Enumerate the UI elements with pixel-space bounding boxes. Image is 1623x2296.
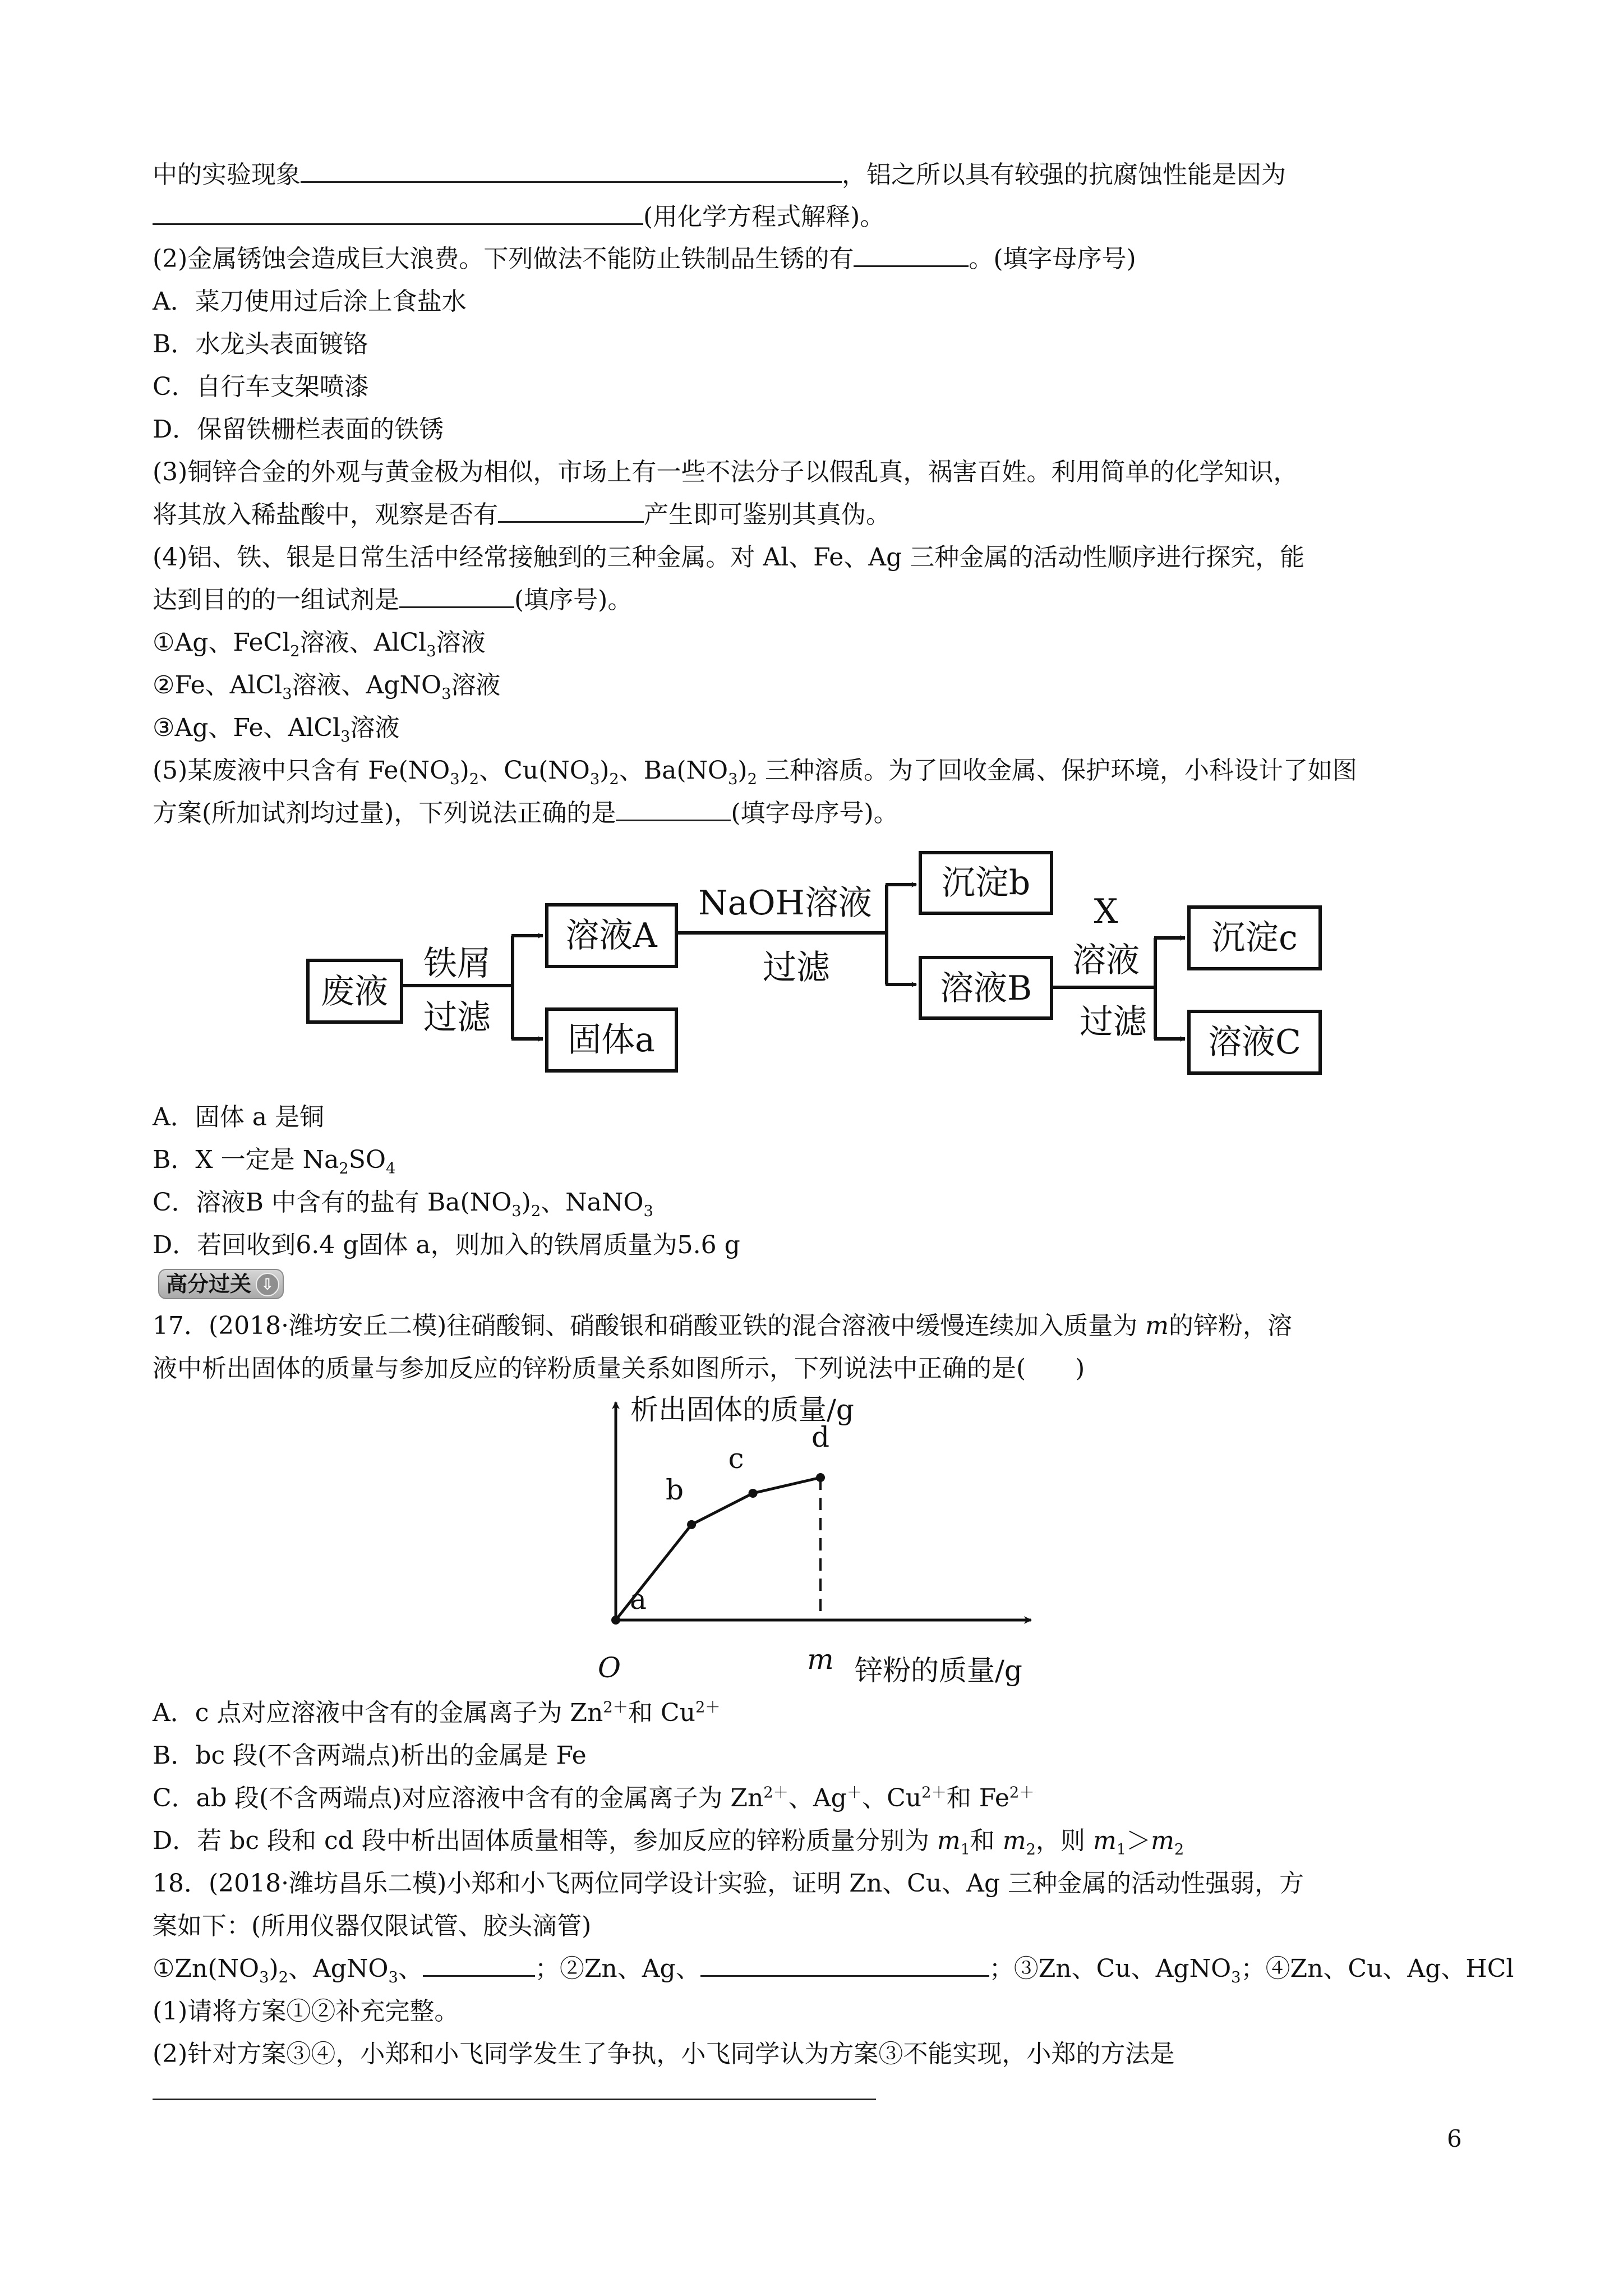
superscript: 2＋: [921, 1784, 947, 1802]
stem-text: 17．(2018·潍坊安丘二模)往硝酸铜、硝酸银和硝酸亚铁的混合溶液中缓慢连续加入质量为: [153, 1312, 1146, 1340]
q17-option-b: B．bc 段(不含两端点)析出的金属是 Fe: [153, 1741, 587, 1770]
subscript: 2: [747, 770, 757, 788]
option-text: 溶液: [350, 714, 400, 742]
subscript: 3: [388, 1968, 398, 1986]
q16-line2-text: (用化学方程式解释)。: [643, 203, 885, 231]
q16-part4-line2-text-2: (填序号)。: [514, 586, 633, 614]
option-text: 溶液: [451, 671, 501, 700]
q16-part2-option-a: A．菜刀使用过后涂上食盐水: [153, 287, 467, 316]
stem-text: 、Ba(NO: [619, 756, 728, 785]
q16-part2-stem-text-2: 。(填字母序号): [969, 245, 1136, 273]
q18-schemes: [153, 1952, 1514, 1986]
step1-reagent-label: 铁屑: [423, 944, 491, 983]
q17-option-c: [153, 1782, 1035, 1815]
option-text: 和: [970, 1826, 1003, 1855]
answer-blank-scheme1[interactable]: [423, 1953, 535, 1977]
arrow-down-circle-icon: ⇩: [256, 1273, 279, 1296]
stem-text: 三种溶质。为了回收金属、保护环境，小科设计了如图: [757, 756, 1357, 785]
option-text: B．X 一定是 Na: [153, 1145, 339, 1174]
subscript: 3: [511, 1202, 522, 1220]
step3-reagent-x-label: X: [1094, 892, 1118, 931]
subscript: 1: [960, 1841, 970, 1858]
q16-part4-line1: (4)铝、铁、银是日常生活中经常接触到的三种金属。对 Al、Fe、Ag 三种金属的活动性顺序进行探究，能: [153, 543, 1305, 572]
option-text: C．ab 段(不含两端点)对应溶液中含有的金属离子为 Zn: [153, 1784, 764, 1812]
q16-part3-line2-text: 将其放入稀盐酸中，观察是否有: [153, 500, 498, 529]
q16-line1-text-2: ，铝之所以具有较强的抗腐蚀性能是因为: [842, 160, 1286, 189]
option-text: 溶液、AlCl: [299, 628, 427, 657]
point-label-a: a: [630, 1583, 647, 1616]
q17-option-d: [153, 1824, 1184, 1858]
stem-text: ): [737, 756, 748, 785]
option-text: ③Ag、Fe、AlCl: [153, 714, 341, 742]
option-text: 、Cu: [862, 1784, 922, 1812]
data-point-a: [611, 1616, 620, 1625]
scheme-text: ；: [534, 1954, 560, 1983]
scheme-text: 、AgNO: [288, 1954, 389, 1983]
answer-blank-scheme2[interactable]: [700, 1953, 989, 1977]
option-text: 和 Cu: [628, 1699, 695, 1727]
q16-part2-option-d: D．保留铁栅栏表面的铁锈: [153, 415, 444, 444]
variable-m: m: [1093, 1826, 1117, 1855]
stem-text: 、Cu(NO: [479, 756, 590, 785]
superscript: 2＋: [603, 1699, 628, 1717]
point-label-c: c: [728, 1442, 744, 1475]
stem-text: (5)某废液中只含有 Fe(NO: [153, 756, 450, 785]
subscript: 3: [643, 1202, 653, 1220]
option-text: 溶液、AgNO: [292, 671, 442, 700]
x-axis-label: 锌粉的质量/g: [855, 1654, 1022, 1687]
option-text: ＞: [1126, 1826, 1151, 1855]
subscript: 3: [1231, 1968, 1241, 1986]
option-text: ，则: [1036, 1826, 1094, 1855]
superscript: ＋: [846, 1784, 863, 1802]
option-text: D．若 bc 段和 cd 段中析出固体质量相等，参加反应的锌粉质量分别为: [153, 1826, 937, 1855]
q16-part5-option-d: D．若回收到6.4 g固体 a，则加入的铁屑质量为5.6 g: [153, 1231, 740, 1259]
section-badge-label: 高分过关: [166, 1272, 252, 1296]
label-solid-a: 固体a: [568, 1020, 655, 1060]
superscript: 2＋: [763, 1784, 789, 1802]
subscript: 2: [290, 642, 300, 660]
subscript: 2: [469, 770, 479, 788]
option-text: 溶液: [436, 628, 486, 657]
step3-filter-label: 过滤: [1080, 1002, 1147, 1042]
page-number: 6: [1447, 2125, 1462, 2152]
option-text: SO: [348, 1145, 386, 1174]
scheme-text: 、: [398, 1954, 423, 1983]
subscript: 3: [282, 685, 292, 703]
option-text: 、Ag: [788, 1784, 847, 1812]
option-text: ②Fe、AlCl: [153, 671, 283, 700]
label-waste: 废液: [321, 972, 388, 1011]
option-text: 和 Fe: [946, 1784, 1009, 1812]
x-tick-label-m: m: [807, 1643, 834, 1676]
q18-part2-answer-line: [153, 2076, 876, 2109]
answer-blank-q18-part2[interactable]: [153, 2076, 876, 2100]
subscript: 2: [531, 1202, 541, 1220]
label-solution-a: 溶液A: [565, 916, 657, 955]
subscript: 2: [339, 1159, 349, 1177]
scheme-text: ②Zn、Ag、: [559, 1954, 700, 1983]
step2-filter-label: 过滤: [763, 948, 830, 987]
stem-text: (填字母序号)。: [731, 799, 898, 827]
q18-stem-line2: 案如下：(所用仪器仅限试管、胶头滴管): [153, 1912, 592, 1940]
subscript: 3: [728, 770, 738, 788]
y-axis-label: 析出固体的质量/g: [630, 1393, 854, 1426]
option-text: ①Ag、FeCl: [153, 628, 291, 657]
q17-option-a: [153, 1696, 721, 1730]
label-precipitate-c: 沉淀c: [1211, 918, 1298, 958]
q18-stem-line1: 18．(2018·潍坊昌乐二模)小郑和小飞两位同学设计实验，证明 Zn、Cu、Ag 三种金属的活动性强弱，方: [153, 1869, 1304, 1898]
step3-reagent-label: 溶液: [1072, 941, 1140, 980]
point-label-b: b: [666, 1473, 684, 1506]
q16-part4-line2-text: 达到目的的一组试剂是: [153, 586, 399, 614]
subscript: 1: [1116, 1841, 1127, 1858]
scheme-text: ③Zn、Cu、AgNO: [1013, 1954, 1232, 1983]
variable-m: m: [1145, 1312, 1169, 1340]
label-precipitate-b: 沉淀b: [941, 863, 1031, 903]
stem-text: 方案(所加试剂均过量)，下列说法正确的是: [153, 799, 616, 827]
q16-part3-line2-text-2: 产生即可鉴别其真伪。: [644, 500, 891, 529]
subscript: 3: [450, 770, 460, 788]
data-point-b: [687, 1520, 696, 1529]
subscript: 3: [441, 685, 451, 703]
subscript: 3: [340, 728, 351, 746]
stem-text: ): [459, 756, 469, 785]
step2-reagent-label: NaOH溶液: [698, 884, 872, 923]
step1-filter-label: 过滤: [423, 998, 491, 1037]
scheme-text: ①Zn(NO: [153, 1954, 260, 1983]
q17-stem-line2: 液中析出固体的质量与参加反应的锌粉质量关系如图所示，下列说法中正确的是( ): [153, 1354, 1085, 1383]
option-text: 、NaNO: [541, 1188, 644, 1217]
origin-label: O: [598, 1651, 621, 1684]
q16-part2-option-c: C．自行车支架喷漆: [153, 372, 369, 401]
point-label-d: d: [811, 1421, 830, 1453]
option-text: C．溶液B 中含有的盐有 Ba(NO: [153, 1188, 512, 1217]
subscript: 3: [426, 642, 436, 660]
stem-text: ): [600, 756, 610, 785]
q16-part2-stem-text: (2)金属锈蚀会造成巨大浪费。下列做法不能防止铁制品生锈的有: [153, 245, 854, 273]
variable-m: m: [1151, 1826, 1174, 1855]
scheme-text: ): [269, 1954, 279, 1983]
label-solution-c: 溶液C: [1208, 1023, 1301, 1062]
q18-part2: (2)针对方案③④，小郑和小飞同学发生了争执，小飞同学认为方案③不能实现，小郑的方法是: [153, 2040, 1175, 2068]
subscript: 2: [609, 770, 619, 788]
option-text: A．c 点对应溶液中含有的金属离子为 Zn: [153, 1699, 603, 1727]
q16-part3-line1: (3)铜锌合金的外观与黄金极为相似，市场上有一些不法分子以假乱真，祸害百姓。利用简单的化学知识，: [153, 458, 1298, 486]
scheme-text: ；: [989, 1954, 1014, 1983]
subscript: 3: [259, 1968, 269, 1986]
subscript: 2: [1174, 1841, 1184, 1858]
stem-text: 的锌粉，溶: [1169, 1312, 1293, 1340]
q16-part5-option-a: A．固体 a 是铜: [153, 1103, 324, 1131]
subscript: 3: [589, 770, 600, 788]
subscript: 4: [385, 1159, 396, 1177]
data-point-c: [749, 1489, 758, 1498]
q16-part2-option-b: B．水龙头表面镀铬: [153, 330, 368, 358]
superscript: 2＋: [695, 1699, 721, 1717]
q16-line1-text: 中的实验现象: [153, 160, 301, 189]
scheme-text: ；: [1241, 1954, 1266, 1983]
subscript: 2: [1026, 1841, 1036, 1858]
q18-part1: (1)请将方案①②补充完整。: [153, 1997, 459, 2026]
data-point-d: [816, 1473, 825, 1482]
superscript: 2＋: [1009, 1784, 1035, 1802]
variable-m: m: [1002, 1826, 1026, 1855]
subscript: 2: [278, 1968, 288, 1986]
label-solution-b: 溶液B: [939, 969, 1032, 1008]
option-text: ): [521, 1188, 531, 1217]
scheme-text: ④Zn、Cu、Ag、HCl: [1265, 1954, 1514, 1983]
variable-m: m: [937, 1826, 961, 1855]
